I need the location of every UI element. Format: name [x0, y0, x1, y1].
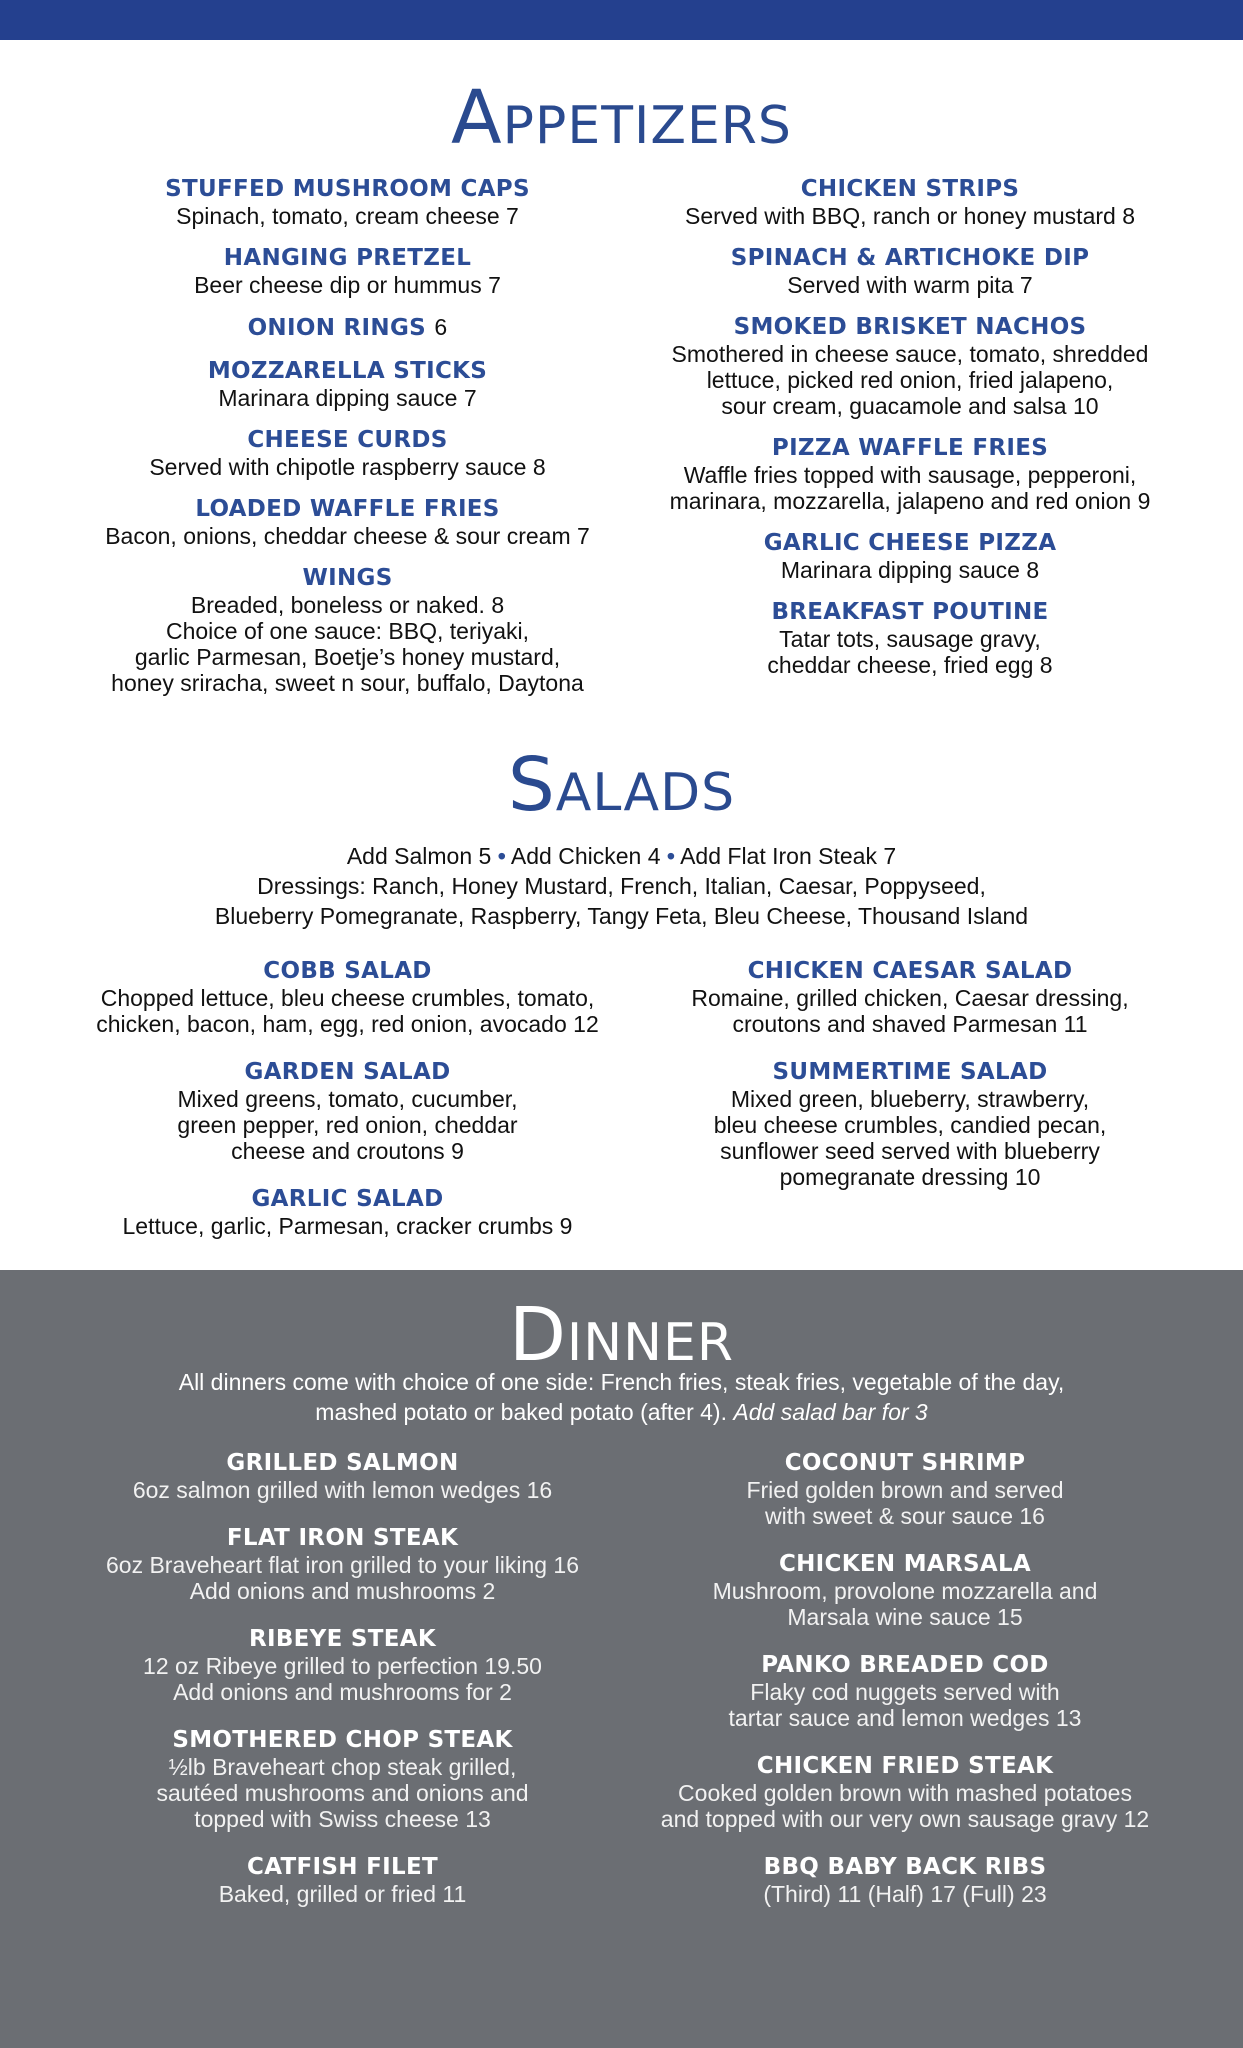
menu-item-name: CATFISH FILET — [247, 1854, 438, 1880]
menu-item-heading — [60, 565, 635, 592]
menu-item-heading — [620, 1652, 1190, 1679]
menu-item-name: GARLIC SALAD — [251, 1186, 444, 1212]
addon-salmon: Add Salmon 5 — [346, 843, 492, 869]
addon-chicken: Add Chicken 4 — [510, 843, 661, 869]
menu-item-description: pomegranate dressing 10 — [779, 1164, 1041, 1190]
menu-item-breakfast-poutine — [620, 599, 1200, 678]
menu-item-heading — [60, 427, 635, 454]
menu-item-description: Marinara dipping sauce 7 — [218, 385, 477, 411]
dinner-intro-line: All dinners come with choice of one side: French fries, steak fries, vegetable of the day, — [178, 1369, 1065, 1395]
menu-item-description: marinara, mozzarella, jalapeno and red onion 9 — [669, 488, 1151, 514]
menu-item-description: Served with chipotle raspberry sauce 8 — [149, 454, 546, 480]
menu-item-catfish-filet — [60, 1854, 625, 1907]
menu-item-name: CHICKEN FRIED STEAK — [756, 1753, 1054, 1779]
menu-item-heading — [60, 314, 635, 342]
menu-item-name: SPINACH & ARTICHOKE DIP — [730, 245, 1090, 271]
menu-item-description: croutons and shaved Parmesan 11 — [732, 1011, 1088, 1037]
dressings-line: Blueberry Pomegranate, Raspberry, Tangy Feta, Bleu Cheese, Thousand Island — [214, 903, 1029, 929]
menu-item-heading — [620, 245, 1200, 272]
menu-item-name: BREAKFAST POUTINE — [771, 599, 1049, 625]
menu-item-description: lettuce, picked red onion, fried jalapeno, — [706, 367, 1114, 393]
menu-item-description: Mixed green, blueberry, strawberry, — [730, 1086, 1090, 1112]
menu-item-name: SUMMERTIME SALAD — [772, 1059, 1048, 1085]
menu-item-stuffed-mushroom-caps — [60, 176, 635, 229]
menu-item-panko-breaded-cod — [620, 1652, 1190, 1731]
menu-item-onion-rings — [60, 314, 635, 342]
menu-item-flat-iron-steak — [60, 1525, 625, 1604]
menu-item-chicken-marsala — [620, 1551, 1190, 1630]
appetizers-right-column — [620, 176, 1200, 694]
menu-item-description: 12 oz Ribeye grilled to perfection 19.50 — [143, 1653, 542, 1679]
dinner-title: Dinner — [508, 1292, 735, 1378]
salad-bar-note: Add salad bar for 3 — [733, 1399, 928, 1425]
menu-item-description: cheddar cheese, fried egg 8 — [767, 652, 1053, 678]
top-color-band — [0, 0, 1243, 40]
menu-item-name: COBB SALAD — [263, 958, 432, 984]
menu-item-description: sunflower seed served with blueberry — [720, 1138, 1100, 1164]
menu-item-description: Breaded, boneless or naked. 8 — [190, 592, 505, 618]
addon-separator: • — [497, 843, 506, 869]
menu-item-name: HANGING PRETZEL — [223, 245, 472, 271]
salads-right-column — [620, 958, 1200, 1212]
menu-item-heading — [60, 958, 635, 985]
menu-item-description: Mushroom, provolone mozzarella and — [712, 1578, 1098, 1604]
menu-item-pizza-waffle-fries — [620, 435, 1200, 514]
menu-item-name: CHICKEN STRIPS — [800, 176, 1020, 202]
menu-item-description: Fried golden brown and served — [746, 1477, 1064, 1503]
menu-item-price: 6 — [434, 314, 448, 340]
menu-item-heading — [620, 1450, 1190, 1477]
menu-item-heading — [60, 1727, 625, 1754]
menu-item-garlic-cheese-pizza — [620, 530, 1200, 583]
menu-item-name: PIZZA WAFFLE FRIES — [771, 435, 1049, 461]
menu-item-heading — [620, 314, 1200, 341]
menu-item-name: ONION RINGS — [247, 315, 427, 341]
menu-item-description: tartar sauce and lemon wedges 13 — [728, 1705, 1082, 1731]
salads-dressings — [0, 871, 1243, 931]
menu-item-name: RIBEYE STEAK — [248, 1626, 437, 1652]
salads-left-column — [60, 958, 635, 1261]
menu-item-cobb-salad — [60, 958, 635, 1037]
menu-item-chicken-strips — [620, 176, 1200, 229]
appetizers-left-column — [60, 176, 635, 712]
menu-item-name: COCONUT SHRIMP — [784, 1450, 1026, 1476]
menu-item-name: SMOTHERED CHOP STEAK — [172, 1727, 513, 1753]
menu-item-description: topped with Swiss cheese 13 — [194, 1806, 491, 1832]
menu-item-description: bleu cheese crumbles, candied pecan, — [713, 1112, 1107, 1138]
menu-item-heading — [60, 1059, 635, 1086]
menu-item-smothered-chop-steak — [60, 1727, 625, 1832]
menu-item-description: Lettuce, garlic, Parmesan, cracker crumbs 9 — [122, 1213, 573, 1239]
menu-item-name: BBQ BABY BACK RIBS — [763, 1854, 1047, 1880]
menu-item-heading — [620, 1854, 1190, 1881]
menu-item-name: WINGS — [302, 565, 393, 591]
menu-item-description: Smothered in cheese sauce, tomato, shredded — [671, 341, 1149, 367]
menu-item-description: sautéed mushrooms and onions and — [156, 1780, 529, 1806]
menu-item-heading — [620, 1059, 1200, 1086]
menu-item-description: Spinach, tomato, cream cheese 7 — [176, 203, 519, 229]
menu-item-garden-salad — [60, 1059, 635, 1164]
menu-item-heading — [60, 1450, 625, 1477]
menu-item-heading — [60, 496, 635, 523]
menu-item-description: Served with warm pita 7 — [787, 272, 1033, 298]
menu-item-loaded-waffle-fries — [60, 496, 635, 549]
menu-item-name: FLAT IRON STEAK — [226, 1525, 459, 1551]
menu-item-description: Marinara dipping sauce 8 — [780, 557, 1040, 583]
menu-item-description: cheese and croutons 9 — [231, 1138, 464, 1164]
dinner-intro-line: mashed potato or baked potato (after 4). — [315, 1399, 727, 1425]
menu-item-description: honey sriracha, sweet n sour, buffalo, Daytona — [111, 670, 584, 696]
menu-item-description: sour cream, guacamole and salsa 10 — [721, 393, 1099, 419]
menu-item-garlic-salad — [60, 1186, 635, 1239]
salads-addons — [0, 841, 1243, 871]
menu-item-description: Cooked golden brown with mashed potatoes — [678, 1780, 1132, 1806]
menu-item-heading — [620, 530, 1200, 557]
menu-item-description: Bacon, onions, cheddar cheese & sour cream 7 — [105, 523, 590, 549]
menu-item-description: with sweet & sour sauce 16 — [765, 1503, 1045, 1529]
menu-item-heading — [620, 599, 1200, 626]
menu-item-description: Romaine, grilled chicken, Caesar dressing, — [691, 985, 1129, 1011]
menu-item-name: STUFFED MUSHROOM CAPS — [165, 176, 530, 202]
menu-item-description: Served with BBQ, ranch or honey mustard 8 — [685, 203, 1135, 229]
menu-item-description: Baked, grilled or fried 11 — [218, 1881, 467, 1907]
addon-flat-iron-steak: Add Flat Iron Steak 7 — [680, 843, 897, 869]
menu-item-heading — [60, 245, 635, 272]
menu-item-ribeye-steak — [60, 1626, 625, 1705]
dressings-line: Dressings: Ranch, Honey Mustard, French, Italian, Caesar, Poppyseed, — [257, 873, 986, 899]
menu-item-cheese-curds — [60, 427, 635, 480]
menu-item-description: Chopped lettuce, bleu cheese crumbles, tomato, — [100, 985, 595, 1011]
menu-item-chicken-fried-steak — [620, 1753, 1190, 1832]
menu-item-heading — [60, 1186, 635, 1213]
menu-item-description: Add onions and mushrooms for 2 — [173, 1679, 512, 1705]
menu-item-coconut-shrimp — [620, 1450, 1190, 1529]
menu-item-chicken-caesar-salad — [620, 958, 1200, 1037]
menu-item-name: CHEESE CURDS — [247, 427, 448, 453]
menu-item-heading — [620, 176, 1200, 203]
menu-item-description: Mixed greens, tomato, cucumber, — [177, 1086, 518, 1112]
menu-item-heading — [60, 1626, 625, 1653]
menu-item-description: and topped with our very own sausage gravy 12 — [660, 1806, 1150, 1832]
menu-item-name: SMOKED BRISKET NACHOS — [733, 314, 1087, 340]
menu-item-name: CHICKEN CAESAR SALAD — [747, 958, 1073, 984]
menu-item-description: 6oz Braveheart flat iron grilled to your liking 16 — [105, 1552, 580, 1578]
menu-item-heading — [620, 1753, 1190, 1780]
menu-item-name: MOZZARELLA STICKS — [207, 358, 488, 384]
menu-item-hanging-pretzel — [60, 245, 635, 298]
menu-item-heading — [60, 1854, 625, 1881]
menu-item-heading — [60, 358, 635, 385]
menu-item-name: PANKO BREADED COD — [761, 1652, 1049, 1678]
menu-item-heading — [620, 435, 1200, 462]
menu-item-name: GARDEN SALAD — [244, 1059, 451, 1085]
menu-item-description: green pepper, red onion, cheddar — [177, 1112, 518, 1138]
menu-item-heading — [620, 1551, 1190, 1578]
menu-item-description: Flaky cod nuggets served with — [750, 1679, 1060, 1705]
menu-item-description: ½lb Braveheart chop steak grilled, — [168, 1754, 517, 1780]
menu-item-mozzarella-sticks — [60, 358, 635, 411]
menu-item-description: Waffle fries topped with sausage, pepperoni, — [683, 462, 1137, 488]
menu-item-smoked-brisket-nachos — [620, 314, 1200, 419]
menu-item-wings — [60, 565, 635, 696]
menu-item-spinach-and-artichoke-dip — [620, 245, 1200, 298]
menu-item-description: chicken, bacon, ham, egg, red onion, avocado 12 — [96, 1011, 599, 1037]
menu-item-description: (Third) 11 (Half) 17 (Full) 23 — [763, 1881, 1047, 1907]
dinner-left-column — [60, 1450, 625, 1929]
appetizers-title: Appetizers — [451, 75, 792, 161]
menu-item-description: Beer cheese dip or hummus 7 — [194, 272, 501, 298]
menu-item-name: GRILLED SALMON — [226, 1450, 459, 1476]
menu-item-heading — [60, 176, 635, 203]
menu-item-heading — [60, 1525, 625, 1552]
menu-item-description: 6oz salmon grilled with lemon wedges 16 — [132, 1477, 553, 1503]
menu-item-name: GARLIC CHEESE PIZZA — [763, 530, 1057, 556]
menu-item-name: CHICKEN MARSALA — [778, 1551, 1032, 1577]
menu-item-heading — [620, 958, 1200, 985]
salads-title: Salads — [507, 742, 736, 828]
menu-item-grilled-salmon — [60, 1450, 625, 1503]
menu-item-description: garlic Parmesan, Boetje’s honey mustard, — [134, 644, 561, 670]
menu-item-name: LOADED WAFFLE FRIES — [195, 496, 500, 522]
menu-item-summertime-salad — [620, 1059, 1200, 1190]
menu-item-description: Add onions and mushrooms 2 — [189, 1578, 496, 1604]
menu-item-description: Tatar tots, sausage gravy, — [779, 626, 1041, 652]
menu-item-description: Marsala wine sauce 15 — [787, 1604, 1023, 1630]
menu-item-bbq-baby-back-ribs — [620, 1854, 1190, 1907]
dinner-right-column — [620, 1450, 1190, 1929]
addon-separator: • — [666, 843, 675, 869]
menu-item-description: Choice of one sauce: BBQ, teriyaki, — [165, 618, 530, 644]
dinner-intro — [0, 1367, 1243, 1427]
